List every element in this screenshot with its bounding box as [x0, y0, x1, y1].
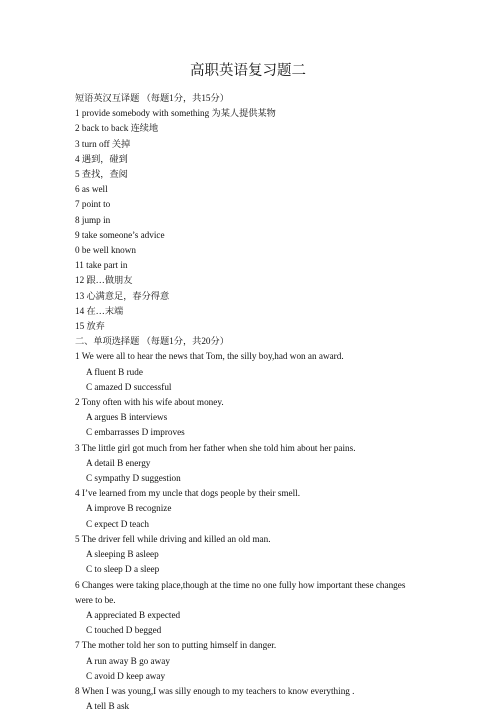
question-options: A run away B go away — [86, 655, 170, 666]
phrase-item: 3 turn off 关掉 — [75, 138, 131, 149]
section-heading-1: 短语英汉互译题 （每题1分，共15分） — [75, 93, 229, 103]
question-options: C embarrasses D improves — [86, 427, 185, 438]
phrase-item: 12 跟…做朋友 — [75, 275, 133, 286]
phrase-item: 2 back to back 连续地 — [75, 123, 159, 134]
section-heading-2: 二、单项选择题 （每题1分，共20分） — [75, 336, 229, 347]
question-options: C sympathy D suggestion — [86, 473, 181, 484]
question-options: A sleeping B asleep — [86, 549, 159, 560]
question-stem: 7 The mother told her son to putting himself in danger. — [75, 640, 277, 651]
question-options: C touched D begged — [86, 625, 162, 636]
phrase-item: 9 take someone’s advice — [75, 229, 165, 240]
phrase-item: 1 provide somebody with something 为某人提供某物 — [75, 108, 276, 119]
question-stem: 5 The driver fell while driving and killed an old man. — [75, 533, 271, 544]
question-stem: 6 Changes were taking place,though at the time no one fully how important these changes were to be. — [75, 579, 406, 605]
phrase-item: 11 take part in — [75, 260, 128, 271]
phrase-item: 14 在…末端 — [75, 305, 124, 316]
question-options: A improve B recognize — [86, 503, 172, 514]
question-options: C amazed D successful — [86, 381, 172, 392]
question-stem: 2 Tony often with his wife about money. — [75, 397, 224, 408]
question-options: C expect D teach — [86, 518, 150, 529]
phrase-item: 0 be well known — [75, 245, 136, 256]
question-options: C avoid D keep away — [86, 670, 166, 681]
phrase-item: 6 as well — [75, 184, 108, 195]
question-options: A tell B ask — [86, 701, 130, 712]
question-stem: 1 We were all to hear the news that Tom, the silly boy,had won an award. — [75, 351, 344, 362]
question-options: C to sleep D a sleep — [86, 564, 160, 575]
question-stem: 3 The little girl got much from her father when she told him about her pains. — [75, 442, 356, 453]
question-options: A appreciated B expected — [86, 609, 181, 620]
phrase-item: 7 point to — [75, 199, 111, 210]
page-title: 高职英语复习题二 — [190, 63, 306, 79]
document-body — [75, 91, 421, 714]
phrase-item: 13 心满意足，春分得意 — [75, 290, 170, 301]
question-options: A fluent B rude — [86, 366, 143, 377]
question-stem: 8 When I was young,I was silly enough to my teachers to know everything . — [75, 685, 355, 696]
question-options: A argues B interviews — [86, 412, 168, 423]
phrase-item: 15 放弃 — [75, 321, 105, 332]
phrase-item: 4 遇到，碰到 — [75, 153, 128, 164]
question-stem: 4 I’ve learned from my uncle that dogs people by their smell. — [75, 488, 301, 499]
phrase-item: 5 查找，查阅 — [75, 169, 128, 180]
phrase-item: 8 jump in — [75, 214, 111, 225]
question-options: A detail B energy — [86, 457, 151, 468]
